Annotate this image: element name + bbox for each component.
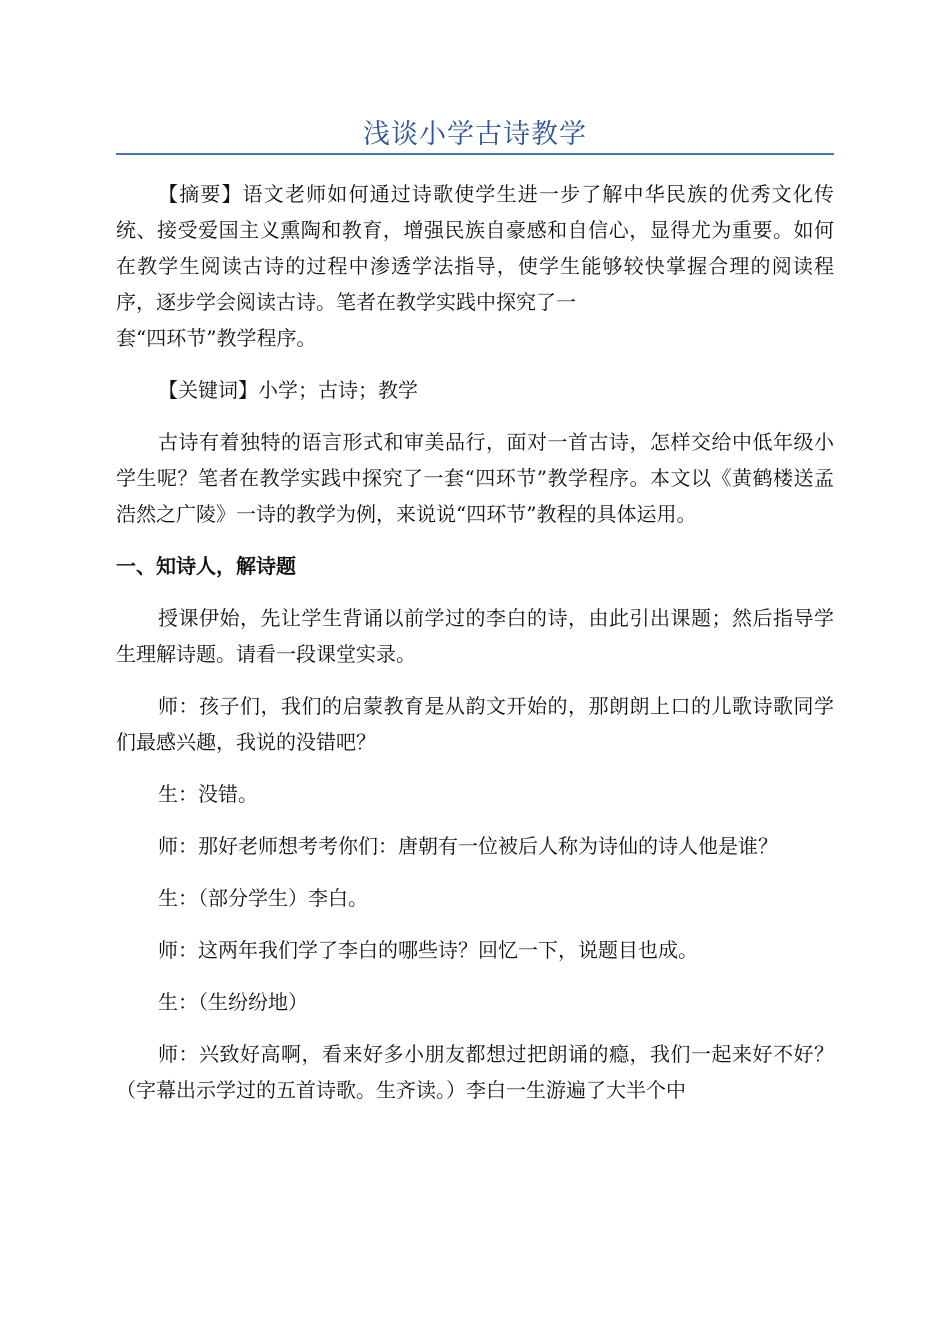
document-body [116,176,834,1124]
abstract-text: 【摘要】语文老师如何通过诗歌使学生进一步了解中华民族的优秀文化传统、接受爱国主义熏陶和教育，增强民族自豪感和自信心，显得尤为重要。如何在教学生阅读古诗的过程中渗透学法指导，使学生能够较快掌握合理的阅读程序，逐步学会阅读古诗。笔者在教学实践中探究了一 [116,182,834,314]
dialogue-paragraph: 师：孩子们，我们的启蒙教育是从韵文开始的，那朗朗上口的儿歌诗歌同学们最感兴趣，我说的没错吧？ [116,694,834,754]
abstract-paragraph [116,176,834,356]
abstract-text-end: 套“四环节”教学程序。 [116,326,317,350]
dialogue-paragraph: 师：这两年我们学了李白的哪些诗？回忆一下，说题目也成。 [158,938,698,962]
dialogue-paragraph: 师：兴致好高啊，看来好多小朋友都想过把朗诵的瘾，我们一起来好不好？（字幕出示学过的五首诗歌。生齐读。）李白一生游遍了大半个中 [116,1042,834,1102]
dialogue-paragraph: 生：没错。 [158,782,258,806]
document-title: 浅谈小学古诗教学 [363,119,587,150]
dialogue-paragraph: 生：（生纷纷地） [158,990,308,1014]
dialogue-paragraph: 师：那好老师想考考你们：唐朝有一位被后人称为诗仙的诗人他是谁？ [158,834,778,858]
title-underline [116,153,834,155]
section-heading: 一、知诗人，解诗题 [116,554,296,578]
dialogue-paragraph: 生：（部分学生）李白。 [158,886,368,910]
keywords-paragraph: 【关键词】小学；古诗；教学 [158,378,418,402]
intro-paragraph: 古诗有着独特的语言形式和审美品行，面对一首古诗，怎样交给中低年级小学生呢？笔者在教学实践中探究了一套“四环节”教学程序。本文以《黄鹤楼送孟浩然之广陵》一诗的教学为例，来说说“四环节”教程的具体运用。 [116,430,834,526]
body-paragraph: 授课伊始，先让学生背诵以前学过的李白的诗，由此引出课题；然后指导学生理解诗题。请看一段课堂实录。 [116,606,834,666]
